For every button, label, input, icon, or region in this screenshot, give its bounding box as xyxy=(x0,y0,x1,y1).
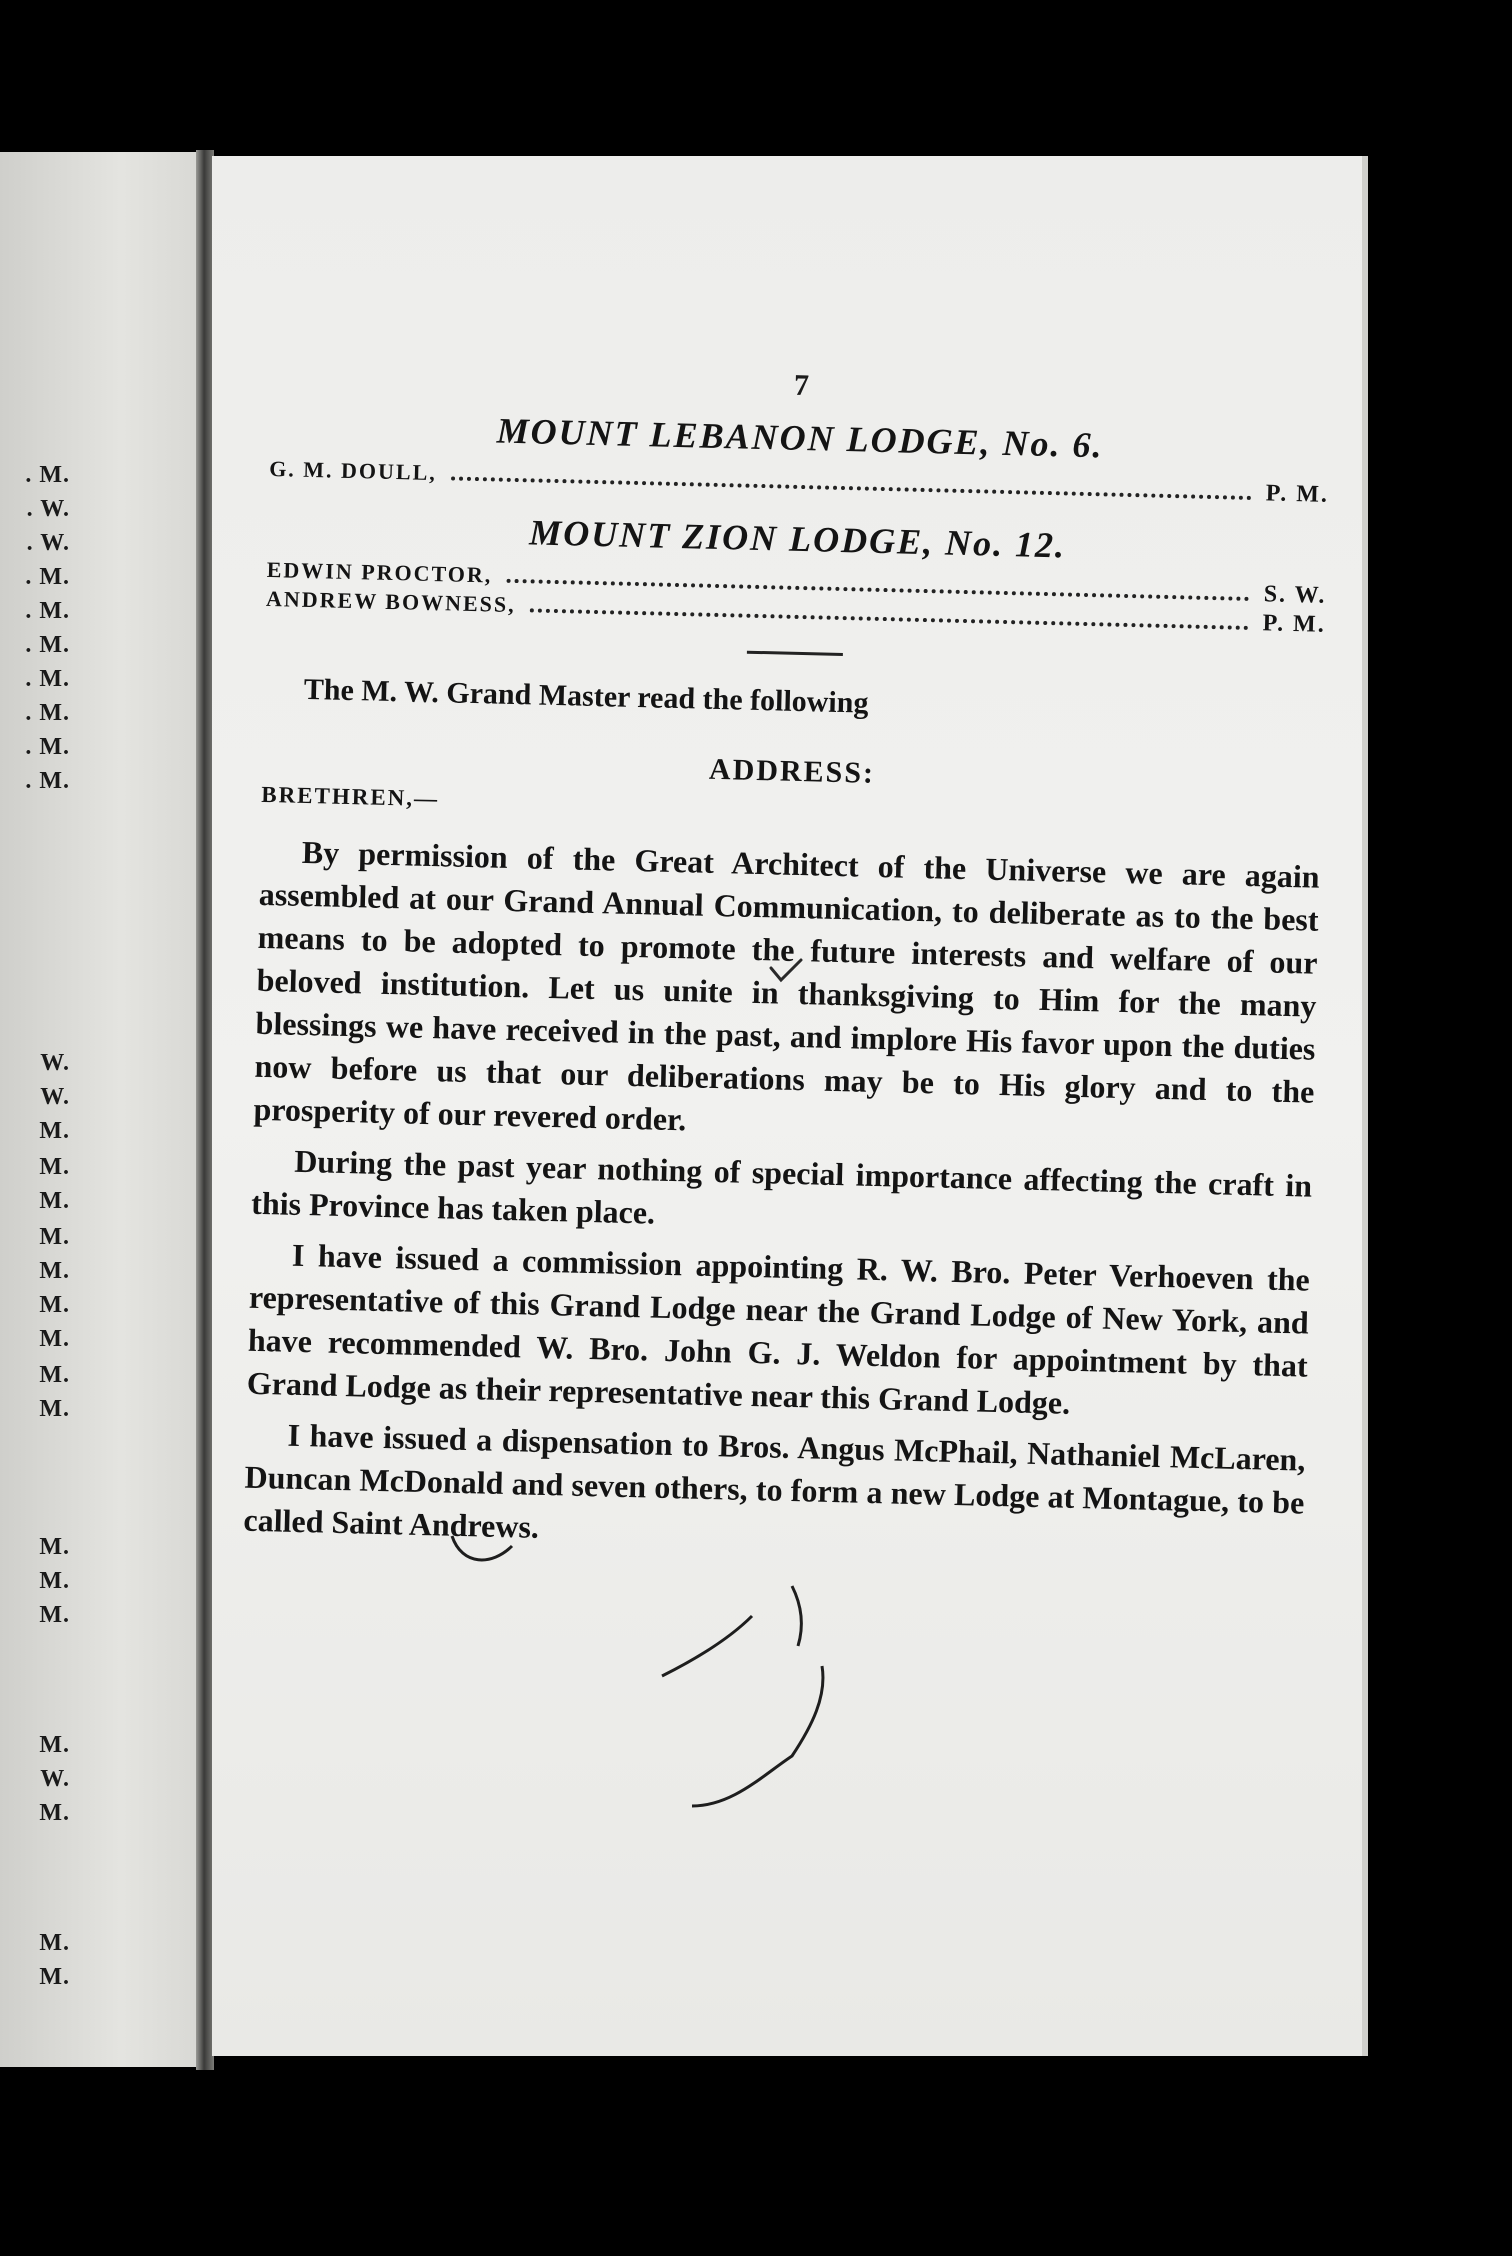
officer-rank: S. W. xyxy=(1263,581,1327,609)
margin-letter: M. xyxy=(39,1732,70,1758)
paragraph: During the past year nothing of special importance affecting the craft in this Province has taken place. xyxy=(250,1142,1313,1231)
margin-letter: . M. xyxy=(25,666,70,692)
margin-letter: . M. xyxy=(25,700,70,726)
margin-letter: M. xyxy=(39,1326,70,1352)
officer-rank: P. M. xyxy=(1262,610,1327,638)
margin-letter: W. xyxy=(40,1050,70,1076)
left-facing-page xyxy=(0,152,202,2067)
margin-letter: M. xyxy=(39,1118,70,1144)
margin-letter: M. xyxy=(39,1930,70,1956)
page-number: 7 xyxy=(793,368,810,403)
margin-letter: M. xyxy=(39,1258,70,1284)
officer-name: G. M. DOULL, xyxy=(268,455,438,486)
officer-name: EDWIN PROCTOR, xyxy=(266,556,493,588)
paragraph: I have issued a commission appointing R. W. Bro. Peter Verhoeven the representative of this Grand Lodge near the Grand Lodge of New York, and have recommended W. Bro. John G. J. Weldon for appointment by that Grand Lodge as their representative near this Grand Lodge. xyxy=(246,1236,1311,1421)
margin-letter: M. xyxy=(39,1292,70,1318)
margin-letter: . M. xyxy=(25,598,70,624)
dot-leader xyxy=(451,476,1252,500)
margin-letter: . W. xyxy=(26,496,70,522)
pencil-annotation-icon xyxy=(432,1336,992,1896)
lodge-title: MOUNT LEBANON LODGE, No. 6. xyxy=(496,410,1105,466)
margin-letter: M. xyxy=(39,1964,70,1990)
dot-leader xyxy=(529,608,1248,630)
margin-letter: . M. xyxy=(25,734,70,760)
paragraph: By permission of the Great Architect of the Universe we are again assembled at our Grand Annual Communication, to deliberate as to the best means to be adopted to promote the future interests and welfare of our beloved institution. Let us unite in thanksgiving to Him for the many blessings we have received in the past, and implore His favor upon the duties now before us that our deliberations may be to His glory and to the prosperity of our revered order. xyxy=(253,833,1321,1138)
margin-letter: . M. xyxy=(25,462,70,488)
margin-letter: M. xyxy=(39,1568,70,1594)
margin-letter: M. xyxy=(39,1602,70,1628)
margin-letter: M. xyxy=(39,1224,70,1250)
margin-letter: . M. xyxy=(25,632,70,658)
officer-name: ANDREW BOWNESS, xyxy=(265,585,516,618)
check-mark-icon xyxy=(767,956,807,986)
lodge-title: MOUNT ZION LODGE, No. 12. xyxy=(528,512,1067,566)
margin-letter: . M. xyxy=(25,768,70,794)
margin-letter: W. xyxy=(40,1766,70,1792)
margin-letter: M. xyxy=(39,1188,70,1214)
margin-letter: M. xyxy=(39,1534,70,1560)
margin-letter: M. xyxy=(39,1154,70,1180)
section-rule xyxy=(747,651,843,656)
paragraph: I have issued a dispensation to Bros. Angus McPhail, Nathaniel McLaren, Duncan McDonald and seven others, to form a new Lodge at Montague, to be called Saint Andrews. xyxy=(243,1416,1306,1545)
right-page xyxy=(212,156,1368,2056)
margin-letter: M. xyxy=(39,1362,70,1388)
margin-letter: . M. xyxy=(25,564,70,590)
address-heading: ADDRESS: xyxy=(708,752,876,790)
margin-letter: M. xyxy=(39,1800,70,1826)
margin-letter: . W. xyxy=(26,530,70,556)
margin-letter: W. xyxy=(40,1084,70,1110)
margin-letter: M. xyxy=(39,1396,70,1422)
salutation: BRETHREN,— xyxy=(260,781,440,812)
officer-rank: P. M. xyxy=(1265,480,1330,508)
intro-line: The M. W. Grand Master read the following xyxy=(303,672,869,720)
